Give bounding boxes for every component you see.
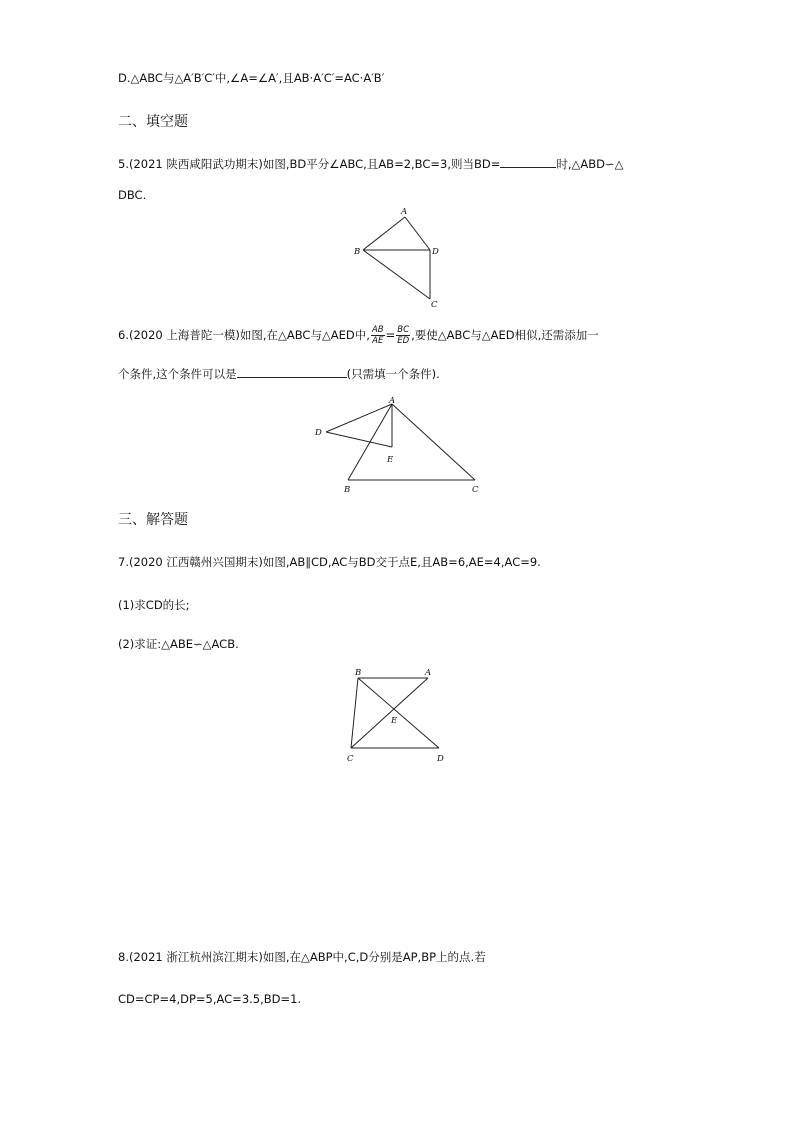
question-7-line-1: 7.(2020 江西赣州兴国期末)如图,AB∥CD,AC与BD交于点E,且AB=6,AE=4,AC=9. (118, 555, 541, 569)
question-6-text-after-blank: (只需填一个条件). (346, 367, 440, 381)
fraction-ab-over-ae (371, 325, 385, 346)
label-c: C (347, 754, 354, 764)
label-c: C (472, 485, 479, 495)
label-d: D (437, 754, 444, 764)
question-6-text-after-fraction: ,要使△ABC与△AED相似,还需添加一 (411, 328, 599, 342)
answer-blank-q6[interactable] (237, 366, 347, 378)
question-7-figure (338, 664, 458, 768)
question-7-part-2: (2)求证:△ABE∽△ACB. (118, 637, 239, 651)
question-6-line-2 (118, 366, 440, 382)
fraction-1-denominator: AE (372, 336, 384, 346)
question-6-text-before-blank: 个条件,这个条件可以是 (118, 367, 237, 381)
fraction-2-numerator: BC (397, 325, 410, 335)
question-6-figure (305, 392, 495, 500)
question-6-line-1 (118, 324, 599, 346)
label-c: C (431, 300, 438, 310)
question-6-text-before-fraction: 6.(2020 上海普陀一模)如图,在△ABC与△AED中, (118, 328, 370, 342)
section-title-solve: 三、解答题 (118, 512, 188, 528)
label-a: A (425, 668, 432, 678)
option-d-text: D.△ABC与△A′B′C′中,∠A=∠A′,且AB·A′C′=AC·A′B′ (118, 71, 385, 85)
segment-ac (392, 404, 475, 480)
segment-de (326, 432, 392, 447)
label-b: B (355, 668, 362, 678)
label-b: B (354, 247, 361, 257)
question-8-line-2: CD=CP=4,DP=5,AC=3.5,BD=1. (118, 992, 302, 1006)
segment-ad (326, 404, 392, 432)
label-e: E (391, 716, 398, 726)
question-5-line-1 (118, 156, 623, 172)
question-5-text-after-blank: 时,△ABD∽△ (556, 157, 624, 171)
label-d: D (315, 428, 322, 438)
question-5-text-before-blank: 5.(2021 陕西咸阳武功期末)如图,BD平分∠ABC,且AB=2,BC=3,则当BD= (118, 157, 501, 171)
question-5-line-2: DBC. (118, 188, 147, 202)
segment-bc (351, 678, 358, 748)
label-a: A (389, 396, 396, 406)
equals-sign: = (385, 328, 396, 342)
label-d: D (432, 247, 439, 257)
fraction-bc-over-ed (396, 325, 410, 346)
segment-ad (405, 217, 430, 250)
question-7-part-1: (1)求CD的长; (118, 598, 190, 612)
segment-bd (358, 678, 439, 748)
section-title-fill-blank: 二、填空题 (118, 114, 188, 130)
label-b: B (344, 485, 351, 495)
label-a: A (401, 207, 408, 217)
question-8-line-1: 8.(2021 浙江杭州滨江期末)如图,在△ABP中,C,D分别是AP,BP上的点.若 (118, 950, 486, 964)
segment-bc (363, 250, 430, 299)
segment-ac (351, 678, 428, 748)
segment-ba (363, 217, 405, 250)
answer-blank-q5[interactable] (500, 156, 556, 168)
label-e: E (387, 455, 394, 465)
fraction-1-numerator: AB (371, 325, 384, 335)
question-5-figure (340, 200, 460, 312)
fraction-2-denominator: ED (397, 336, 410, 346)
